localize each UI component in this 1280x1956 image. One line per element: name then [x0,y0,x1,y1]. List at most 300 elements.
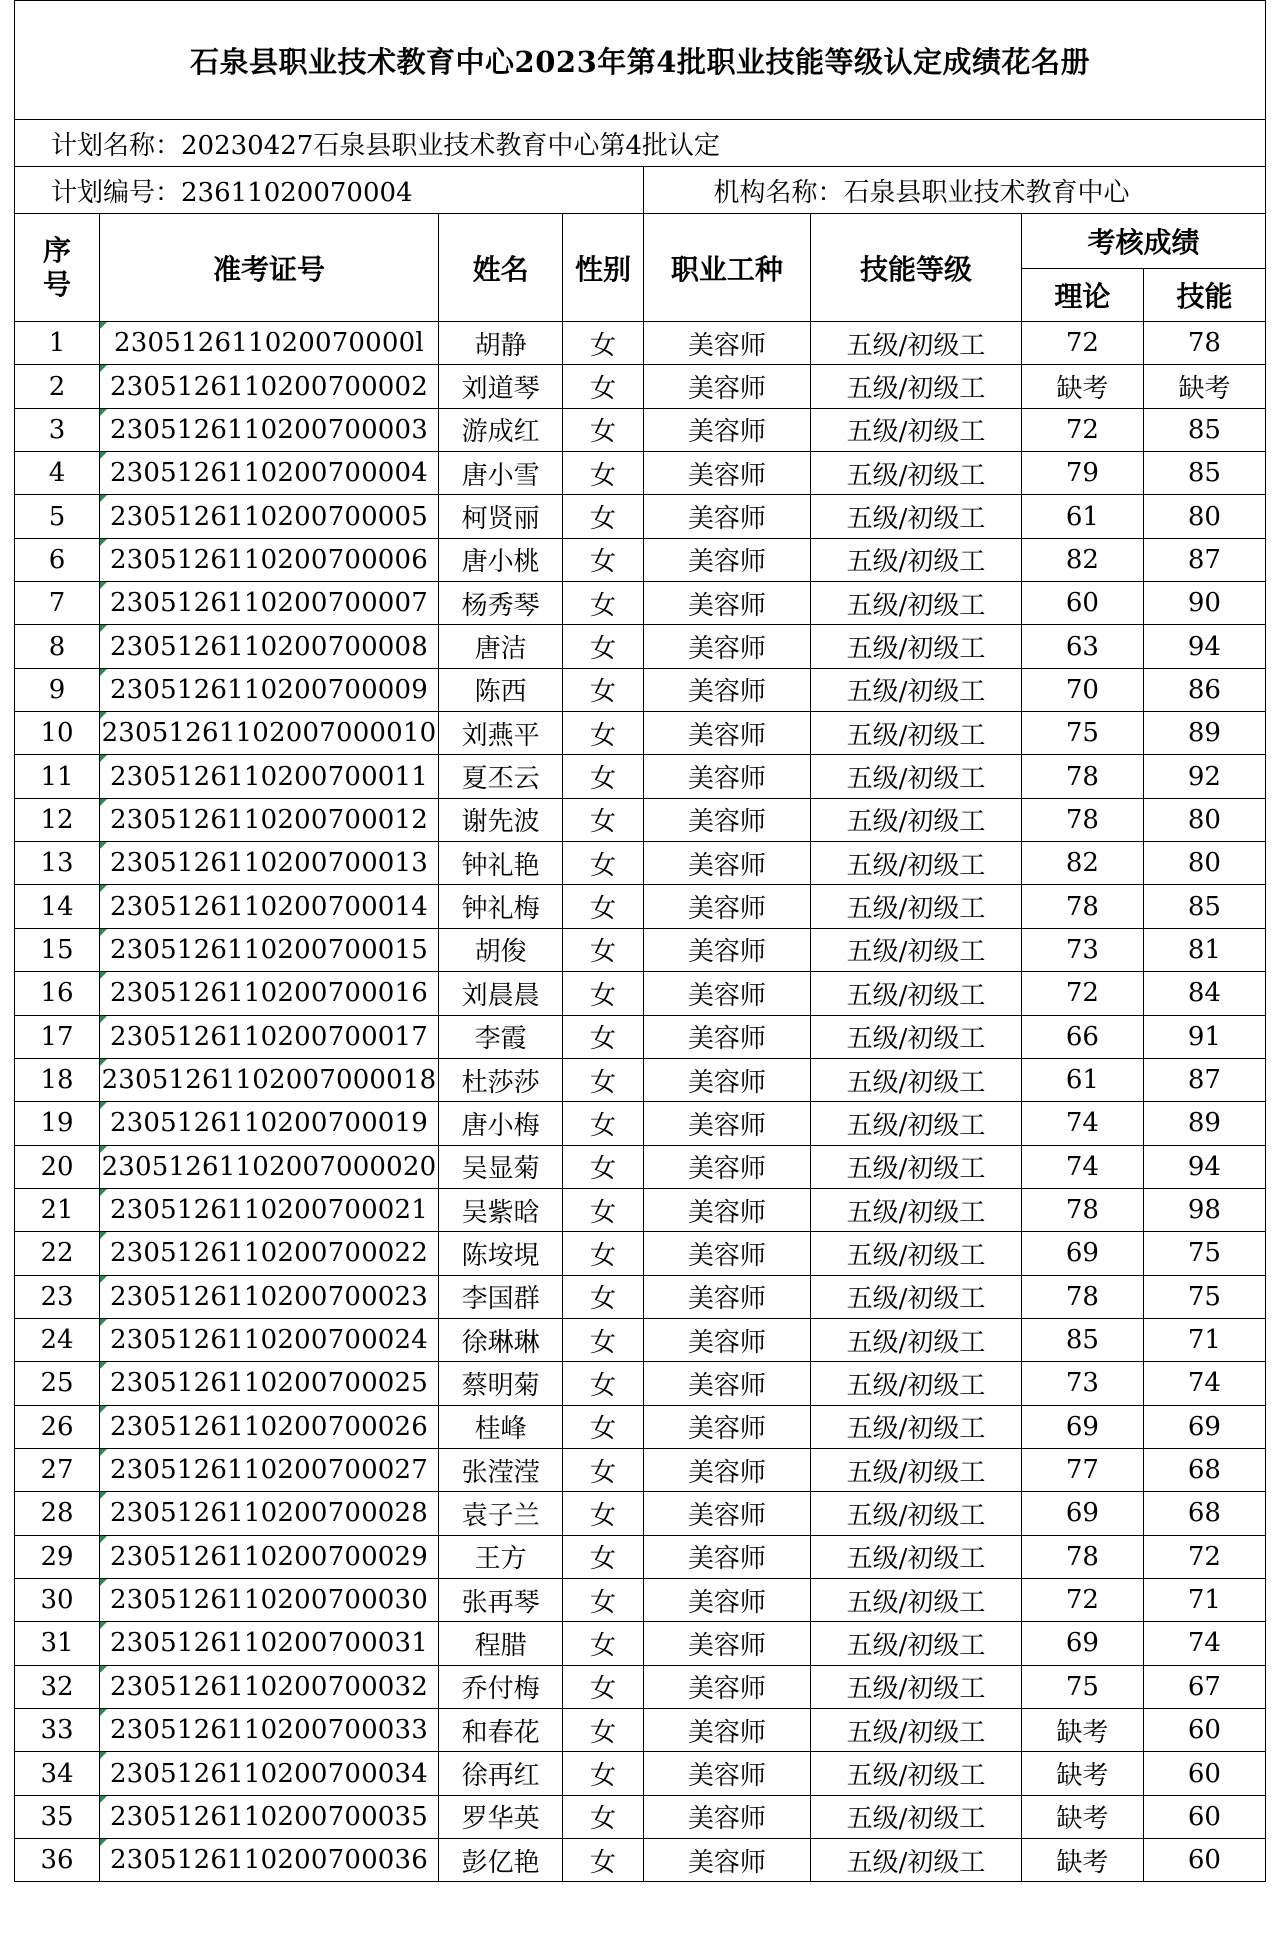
cell-name: 钟礼艳 [438,842,562,885]
cell-gender: 女 [563,1058,643,1101]
cell-skill: 71 [1143,1318,1265,1361]
cell-exam-id: 2305126110200700030 [100,1578,439,1621]
cell-occupation: 美容师 [643,365,811,408]
cell-seq: 36 [15,1839,100,1882]
table-row [15,712,1266,755]
cell-skill-level: 五级/初级工 [811,1102,1022,1145]
cell-occupation: 美容师 [643,408,811,451]
cell-skill-level: 五级/初级工 [811,452,1022,495]
cell-gender: 女 [563,1709,643,1752]
header-theory: 理论 [1021,269,1143,322]
cell-skill: 94 [1143,625,1265,668]
cell-name: 杨秀琴 [438,582,562,625]
cell-occupation: 美容师 [643,1709,811,1752]
cell-exam-id: 2305126110200700003 [100,408,439,451]
cell-seq: 9 [15,668,100,711]
cell-theory: 77 [1021,1448,1143,1491]
cell-gender: 女 [563,1622,643,1665]
cell-occupation: 美容师 [643,928,811,971]
cell-theory: 72 [1021,1578,1143,1621]
cell-seq: 23 [15,1275,100,1318]
cell-skill: 85 [1143,408,1265,451]
cell-marker-icon [100,625,107,632]
table-row [15,1709,1266,1752]
cell-seq: 10 [15,712,100,755]
cell-skill: 85 [1143,452,1265,495]
cell-marker-icon [100,1839,107,1846]
cell-skill-level: 五级/初级工 [811,1448,1022,1491]
plan-number: 计划编号：23611020070004 [15,167,644,214]
cell-marker-icon [100,1536,107,1543]
cell-seq: 27 [15,1448,100,1491]
cell-seq: 33 [15,1709,100,1752]
cell-skill: 75 [1143,1275,1265,1318]
cell-skill: 90 [1143,582,1265,625]
cell-marker-icon [100,755,107,762]
cell-theory: 82 [1021,538,1143,581]
cell-exam-id: 23051261102007000020 [100,1145,439,1188]
cell-seq: 26 [15,1405,100,1448]
cell-skill-level: 五级/初级工 [811,1578,1022,1621]
cell-gender: 女 [563,1015,643,1058]
cell-theory: 61 [1021,1058,1143,1101]
table-row [15,1578,1266,1621]
table-row [15,1232,1266,1275]
cell-skill: 60 [1143,1795,1265,1838]
cell-gender: 女 [563,1448,643,1491]
cell-exam-id: 2305126110200700016 [100,972,439,1015]
cell-marker-icon [100,452,107,459]
cell-exam-id: 2305126110200700028 [100,1492,439,1535]
cell-seq: 34 [15,1752,100,1795]
header-skill-level: 技能等级 [811,214,1022,322]
cell-skill-level: 五级/初级工 [811,842,1022,885]
cell-gender: 女 [563,1665,643,1708]
cell-skill: 74 [1143,1622,1265,1665]
cell-theory: 78 [1021,885,1143,928]
cell-name: 杜莎莎 [438,1058,562,1101]
cell-gender: 女 [563,538,643,581]
cell-exam-id: 2305126110200700019 [100,1102,439,1145]
table-row [15,1102,1266,1145]
cell-seq: 22 [15,1232,100,1275]
cell-marker-icon [100,972,107,979]
cell-seq: 20 [15,1145,100,1188]
cell-marker-icon [100,1362,107,1369]
cell-name: 柯贤丽 [438,495,562,538]
cell-marker-icon [100,1666,107,1673]
cell-gender: 女 [563,1318,643,1361]
cell-exam-id: 2305126110200700012 [100,798,439,841]
cell-name: 和春花 [438,1709,562,1752]
cell-skill-level: 五级/初级工 [811,1405,1022,1448]
cell-occupation: 美容师 [643,1622,811,1665]
cell-theory: 66 [1021,1015,1143,1058]
cell-name: 胡俊 [438,928,562,971]
table-row [15,1665,1266,1708]
header-seq [15,214,100,322]
cell-name: 刘道琴 [438,365,562,408]
cell-occupation: 美容师 [643,538,811,581]
cell-skill-level: 五级/初级工 [811,755,1022,798]
header-skill: 技能 [1143,269,1265,322]
cell-name: 游成红 [438,408,562,451]
cell-seq: 25 [15,1362,100,1405]
cell-theory: 69 [1021,1622,1143,1665]
cell-gender: 女 [563,1492,643,1535]
cell-gender: 女 [563,842,643,885]
cell-theory: 72 [1021,972,1143,1015]
cell-exam-id: 2305126110200700026 [100,1405,439,1448]
cell-skill: 68 [1143,1448,1265,1491]
table-row [15,972,1266,1015]
cell-skill-level: 五级/初级工 [811,1535,1022,1578]
cell-name: 唐洁 [438,625,562,668]
cell-skill: 84 [1143,972,1265,1015]
cell-seq: 31 [15,1622,100,1665]
cell-gender: 女 [563,1839,643,1882]
cell-seq: 21 [15,1188,100,1231]
cell-exam-id: 2305126110200700036 [100,1839,439,1882]
cell-name: 李霞 [438,1015,562,1058]
cell-skill-level: 五级/初级工 [811,668,1022,711]
table-row [15,928,1266,971]
cell-skill-level: 五级/初级工 [811,495,1022,538]
cell-marker-icon [100,799,107,806]
cell-occupation: 美容师 [643,798,811,841]
cell-occupation: 美容师 [643,1145,811,1188]
cell-skill-level: 五级/初级工 [811,1709,1022,1752]
cell-skill-level: 五级/初级工 [811,1145,1022,1188]
cell-marker-icon [100,1492,107,1499]
cell-theory: 78 [1021,1275,1143,1318]
cell-exam-id: 2305126110200700022 [100,1232,439,1275]
cell-occupation: 美容师 [643,1275,811,1318]
cell-exam-id: 23051261102007000018 [100,1058,439,1101]
header-score-group: 考核成绩 [1021,214,1265,269]
table-row [15,1058,1266,1101]
table-row [15,408,1266,451]
table-row [15,1318,1266,1361]
plan-name: 计划名称：20230427石泉县职业技术教育中心第4批认定 [15,120,1266,167]
cell-exam-id: 2305126110200700015 [100,928,439,971]
cell-occupation: 美容师 [643,322,811,365]
cell-name: 彭亿艳 [438,1839,562,1882]
cell-seq: 6 [15,538,100,581]
cell-theory: 85 [1021,1318,1143,1361]
cell-gender: 女 [563,365,643,408]
cell-skill: 缺考 [1143,365,1265,408]
cell-marker-icon [100,539,107,546]
cell-seq: 13 [15,842,100,885]
cell-skill: 89 [1143,1102,1265,1145]
cell-skill: 80 [1143,495,1265,538]
cell-marker-icon [100,365,107,372]
cell-gender: 女 [563,1275,643,1318]
cell-exam-id: 2305126110200700029 [100,1535,439,1578]
cell-theory: 73 [1021,1362,1143,1405]
page-title: 石泉县职业技术教育中心2023年第4批职业技能等级认定成绩花名册 [15,1,1266,120]
table-row [15,1752,1266,1795]
cell-marker-icon [100,1059,107,1066]
cell-exam-id: 2305126110200700011 [100,755,439,798]
cell-skill-level: 五级/初级工 [811,928,1022,971]
cell-exam-id: 2305126110200700021 [100,1188,439,1231]
cell-exam-id: 2305126110200700033 [100,1709,439,1752]
table-row [15,1015,1266,1058]
cell-name: 唐小雪 [438,452,562,495]
cell-name: 唐小桃 [438,538,562,581]
cell-skill-level: 五级/初级工 [811,582,1022,625]
cell-gender: 女 [563,1102,643,1145]
score-roster-table [14,0,1266,1882]
cell-exam-id: 2305126110200700032 [100,1665,439,1708]
cell-occupation: 美容师 [643,495,811,538]
cell-gender: 女 [563,1188,643,1231]
cell-skill-level: 五级/初级工 [811,1362,1022,1405]
cell-skill: 87 [1143,1058,1265,1101]
cell-theory: 75 [1021,712,1143,755]
table-row [15,582,1266,625]
cell-seq: 8 [15,625,100,668]
cell-seq: 24 [15,1318,100,1361]
cell-occupation: 美容师 [643,1535,811,1578]
cell-marker-icon [100,1016,107,1023]
cell-marker-icon [100,495,107,502]
cell-name: 吴显菊 [438,1145,562,1188]
cell-exam-id: 23051261102007000010 [100,712,439,755]
cell-skill: 80 [1143,798,1265,841]
cell-seq: 32 [15,1665,100,1708]
cell-seq: 15 [15,928,100,971]
cell-seq: 1 [15,322,100,365]
table-row [15,1448,1266,1491]
cell-marker-icon [100,1449,107,1456]
cell-skill: 69 [1143,1405,1265,1448]
cell-skill-level: 五级/初级工 [811,1058,1022,1101]
cell-marker-icon [100,712,107,719]
cell-gender: 女 [563,1405,643,1448]
cell-occupation: 美容师 [643,1492,811,1535]
table-row [15,1145,1266,1188]
cell-name: 夏丕云 [438,755,562,798]
cell-theory: 73 [1021,928,1143,971]
cell-exam-id: 2305126110200700009 [100,668,439,711]
cell-name: 徐再红 [438,1752,562,1795]
cell-seq: 3 [15,408,100,451]
cell-skill: 87 [1143,538,1265,581]
cell-marker-icon [100,1276,107,1283]
cell-seq: 35 [15,1795,100,1838]
table-row [15,1535,1266,1578]
cell-occupation: 美容师 [643,712,811,755]
cell-seq: 19 [15,1102,100,1145]
cell-exam-id: 2305126110200700002 [100,365,439,408]
cell-skill: 92 [1143,755,1265,798]
cell-skill: 98 [1143,1188,1265,1231]
cell-marker-icon [100,322,107,329]
cell-theory: 74 [1021,1102,1143,1145]
table-row [15,885,1266,928]
table-row [15,668,1266,711]
cell-seq: 14 [15,885,100,928]
cell-skill-level: 五级/初级工 [811,1232,1022,1275]
cell-exam-id: 2305126110200700008 [100,625,439,668]
cell-name: 袁子兰 [438,1492,562,1535]
cell-occupation: 美容师 [643,1839,811,1882]
cell-theory: 缺考 [1021,1795,1143,1838]
cell-occupation: 美容师 [643,582,811,625]
cell-theory: 69 [1021,1405,1143,1448]
cell-skill: 80 [1143,842,1265,885]
cell-skill-level: 五级/初级工 [811,885,1022,928]
cell-occupation: 美容师 [643,1578,811,1621]
cell-occupation: 美容师 [643,885,811,928]
cell-gender: 女 [563,1752,643,1795]
roster-sheet [14,0,1266,1882]
cell-skill: 85 [1143,885,1265,928]
cell-skill-level: 五级/初级工 [811,1318,1022,1361]
header-gender: 性别 [563,214,643,322]
cell-theory: 69 [1021,1492,1143,1535]
cell-gender: 女 [563,885,643,928]
header-occupation: 职业工种 [643,214,811,322]
cell-exam-id: 2305126110200700014 [100,885,439,928]
cell-theory: 72 [1021,408,1143,451]
cell-gender: 女 [563,582,643,625]
cell-occupation: 美容师 [643,842,811,885]
cell-skill-level: 五级/初级工 [811,1839,1022,1882]
cell-skill: 71 [1143,1578,1265,1621]
cell-theory: 缺考 [1021,365,1143,408]
cell-seq: 30 [15,1578,100,1621]
table-row [15,842,1266,885]
cell-skill-level: 五级/初级工 [811,1795,1022,1838]
cell-marker-icon [100,582,107,589]
cell-gender: 女 [563,1362,643,1405]
cell-occupation: 美容师 [643,668,811,711]
cell-skill: 94 [1143,1145,1265,1188]
cell-skill: 72 [1143,1535,1265,1578]
cell-name: 张滢滢 [438,1448,562,1491]
cell-occupation: 美容师 [643,1752,811,1795]
cell-skill: 74 [1143,1362,1265,1405]
cell-name: 陈垵垷 [438,1232,562,1275]
cell-theory: 70 [1021,668,1143,711]
table-row [15,1275,1266,1318]
cell-seq: 5 [15,495,100,538]
cell-exam-id: 2305126110200700024 [100,1318,439,1361]
cell-occupation: 美容师 [643,1665,811,1708]
cell-occupation: 美容师 [643,452,811,495]
cell-skill-level: 五级/初级工 [811,1752,1022,1795]
table-row [15,625,1266,668]
cell-occupation: 美容师 [643,1058,811,1101]
cell-exam-id: 2305126110200700034 [100,1752,439,1795]
cell-theory: 72 [1021,322,1143,365]
table-row [15,1405,1266,1448]
table-row [15,365,1266,408]
header-seq-line1: 序 [43,233,72,267]
cell-theory: 60 [1021,582,1143,625]
table-row [15,1622,1266,1665]
cell-skill-level: 五级/初级工 [811,1275,1022,1318]
cell-gender: 女 [563,1578,643,1621]
table-row [15,1188,1266,1231]
cell-occupation: 美容师 [643,1102,811,1145]
cell-skill: 91 [1143,1015,1265,1058]
cell-name: 程腊 [438,1622,562,1665]
cell-marker-icon [100,1102,107,1109]
cell-occupation: 美容师 [643,1795,811,1838]
cell-gender: 女 [563,668,643,711]
cell-name: 谢先波 [438,798,562,841]
cell-theory: 79 [1021,452,1143,495]
cell-seq: 29 [15,1535,100,1578]
cell-exam-id: 2305126110200700017 [100,1015,439,1058]
cell-skill-level: 五级/初级工 [811,1015,1022,1058]
cell-theory: 61 [1021,495,1143,538]
table-row [15,452,1266,495]
cell-skill: 60 [1143,1839,1265,1882]
cell-occupation: 美容师 [643,1405,811,1448]
cell-marker-icon [100,842,107,849]
cell-skill-level: 五级/初级工 [811,972,1022,1015]
cell-marker-icon [100,409,107,416]
organization-name: 机构名称：石泉县职业技术教育中心 [643,167,1265,214]
cell-occupation: 美容师 [643,1188,811,1231]
cell-skill-level: 五级/初级工 [811,365,1022,408]
cell-skill-level: 五级/初级工 [811,538,1022,581]
cell-theory: 69 [1021,1232,1143,1275]
cell-gender: 女 [563,1535,643,1578]
table-row [15,495,1266,538]
cell-marker-icon [100,1189,107,1196]
cell-skill: 68 [1143,1492,1265,1535]
cell-name: 李国群 [438,1275,562,1318]
cell-gender: 女 [563,408,643,451]
cell-seq: 11 [15,755,100,798]
cell-skill: 75 [1143,1232,1265,1275]
cell-gender: 女 [563,452,643,495]
header-seq-line2: 号 [43,267,72,301]
cell-name: 唐小梅 [438,1102,562,1145]
cell-marker-icon [100,885,107,892]
cell-name: 刘燕平 [438,712,562,755]
cell-theory: 74 [1021,1145,1143,1188]
cell-name: 张再琴 [438,1578,562,1621]
cell-theory: 63 [1021,625,1143,668]
cell-marker-icon [100,1406,107,1413]
cell-gender: 女 [563,972,643,1015]
cell-skill-level: 五级/初级工 [811,1622,1022,1665]
cell-name: 徐琳琳 [438,1318,562,1361]
cell-gender: 女 [563,798,643,841]
table-row [15,1795,1266,1838]
cell-seq: 28 [15,1492,100,1535]
cell-skill-level: 五级/初级工 [811,625,1022,668]
cell-exam-id: 2305126110200700035 [100,1795,439,1838]
cell-theory: 缺考 [1021,1839,1143,1882]
cell-marker-icon [100,1146,107,1153]
cell-skill-level: 五级/初级工 [811,1665,1022,1708]
cell-marker-icon [100,1622,107,1629]
cell-gender: 女 [563,1145,643,1188]
cell-skill-level: 五级/初级工 [811,798,1022,841]
cell-skill-level: 五级/初级工 [811,408,1022,451]
cell-theory: 缺考 [1021,1709,1143,1752]
cell-name: 桂峰 [438,1405,562,1448]
